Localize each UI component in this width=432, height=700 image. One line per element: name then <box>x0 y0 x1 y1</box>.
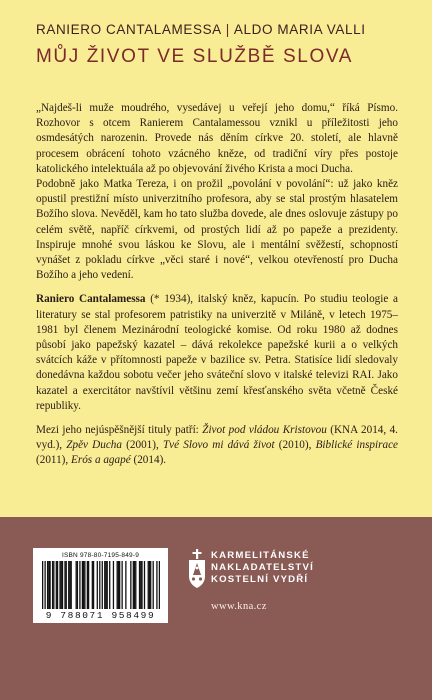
publisher-band <box>0 517 432 700</box>
other-title-5: Erós a agapé <box>71 454 131 467</box>
carmelite-cross-shield-icon <box>188 549 206 589</box>
author-name-bold: Raniero Cantalamessa <box>36 293 146 306</box>
publisher-name <box>211 550 314 586</box>
other-titles-intro: Mezi jeho nejúspěšnější tituly patří: <box>36 424 203 437</box>
isbn-text: ISBN 978-80-7195-849-9 <box>61 552 140 559</box>
other-title-3-info: (2010), <box>274 439 316 452</box>
publisher-url: www.kna.cz <box>211 601 267 612</box>
author-valli: ALDO MARIA VALLI <box>233 22 366 37</box>
author-bio-paragraph <box>36 292 398 414</box>
other-title-1-info: (KNA 2014, 4. vyd.), <box>36 424 398 452</box>
other-title-3: Tvé Slovo mi dává život <box>162 439 275 452</box>
authors-line <box>36 22 398 37</box>
book-title: MŮJ ŽIVOT VE SLUŽBĚ SLOVA <box>36 46 353 67</box>
other-titles-paragraph <box>36 423 398 469</box>
other-title-4: Biblické inspirace <box>315 439 399 452</box>
blurb-paragraph-2: Podobně jako Matka Tereza, i on prožil „povolání v povolání“: už jako kněz opustil prestižní místo univerzitního profesora, aby se stal prostým hlasatelem Božího slova. Nevěděl, kam ho tato služba dovede, ale dnes oslovuje zástupy po celém světě, napříč církvemi, od prostých lidí až po papeže a prezidenty. Inspiruje mnohé svou láskou ke Slovu, ale i mentální svěžestí, schopností vynášet z pokladu církve „věci staré i nové“, velkou otevřeností pro Ducha Božího a jeho vedení. <box>36 178 398 282</box>
author-separator: | <box>225 22 230 37</box>
publisher-name-line-3: KOSTELNÍ VYDŘÍ <box>211 574 309 585</box>
barcode-icon <box>42 561 160 609</box>
other-title-1: Život pod vládou Kristovou <box>202 424 327 437</box>
publisher-name-line-2: NAKLADATELSTVÍ <box>211 562 314 573</box>
other-title-2-info: (2001), <box>122 439 163 452</box>
ean-number: 9 788071 958499 <box>45 610 156 621</box>
author-bio-text: (* 1934), italský kněz, kapucín. Po studiu teologie a literatury se stal profesorem patristiky na univerzitě v Miláně, v letech 1975–1981 byl členem Mezinárodní teologické komise. Od roku 1980 až dodnes působí jako papežský kazatel – dává rekolekce papežské kurii a o velkých svátcích káže v přítomnosti papeže v bazilice sv. Petra. Statisíce lidí sledovaly donedávna každou sobotu večer jeho sváteční slovo v italské televizi RAI. Jako kazatel a exercitátor navštívil většinu zemí křesťanského světa včetně České republiky. <box>36 293 398 412</box>
other-title-4-info: (2011), <box>36 454 72 467</box>
other-title-2: Zpěv Ducha <box>66 439 122 452</box>
publisher-name-line-1: KARMELITÁNSKÉ <box>211 550 310 561</box>
blurb-paragraph-1: „Najdeš-li muže moudrého, vysedávej u veřejí jeho domu,“ říká Písmo. Rozhovor s otcem Ranierem Cantalamessou vznikl u příležitosti jeho osmdesátých narozenin. Provede nás děním církve 20. století, ale hlavně procesem obrácení tohoto vzácného kněze, od tradiční víry přes postoje katolického intelektuála až po objevování živého Krista a moci Ducha. <box>36 102 398 175</box>
other-title-5-info: (2014). <box>130 454 167 467</box>
barcode-label <box>33 548 168 623</box>
author-cantalamessa: RANIERO CANTALAMESSA <box>36 22 222 37</box>
